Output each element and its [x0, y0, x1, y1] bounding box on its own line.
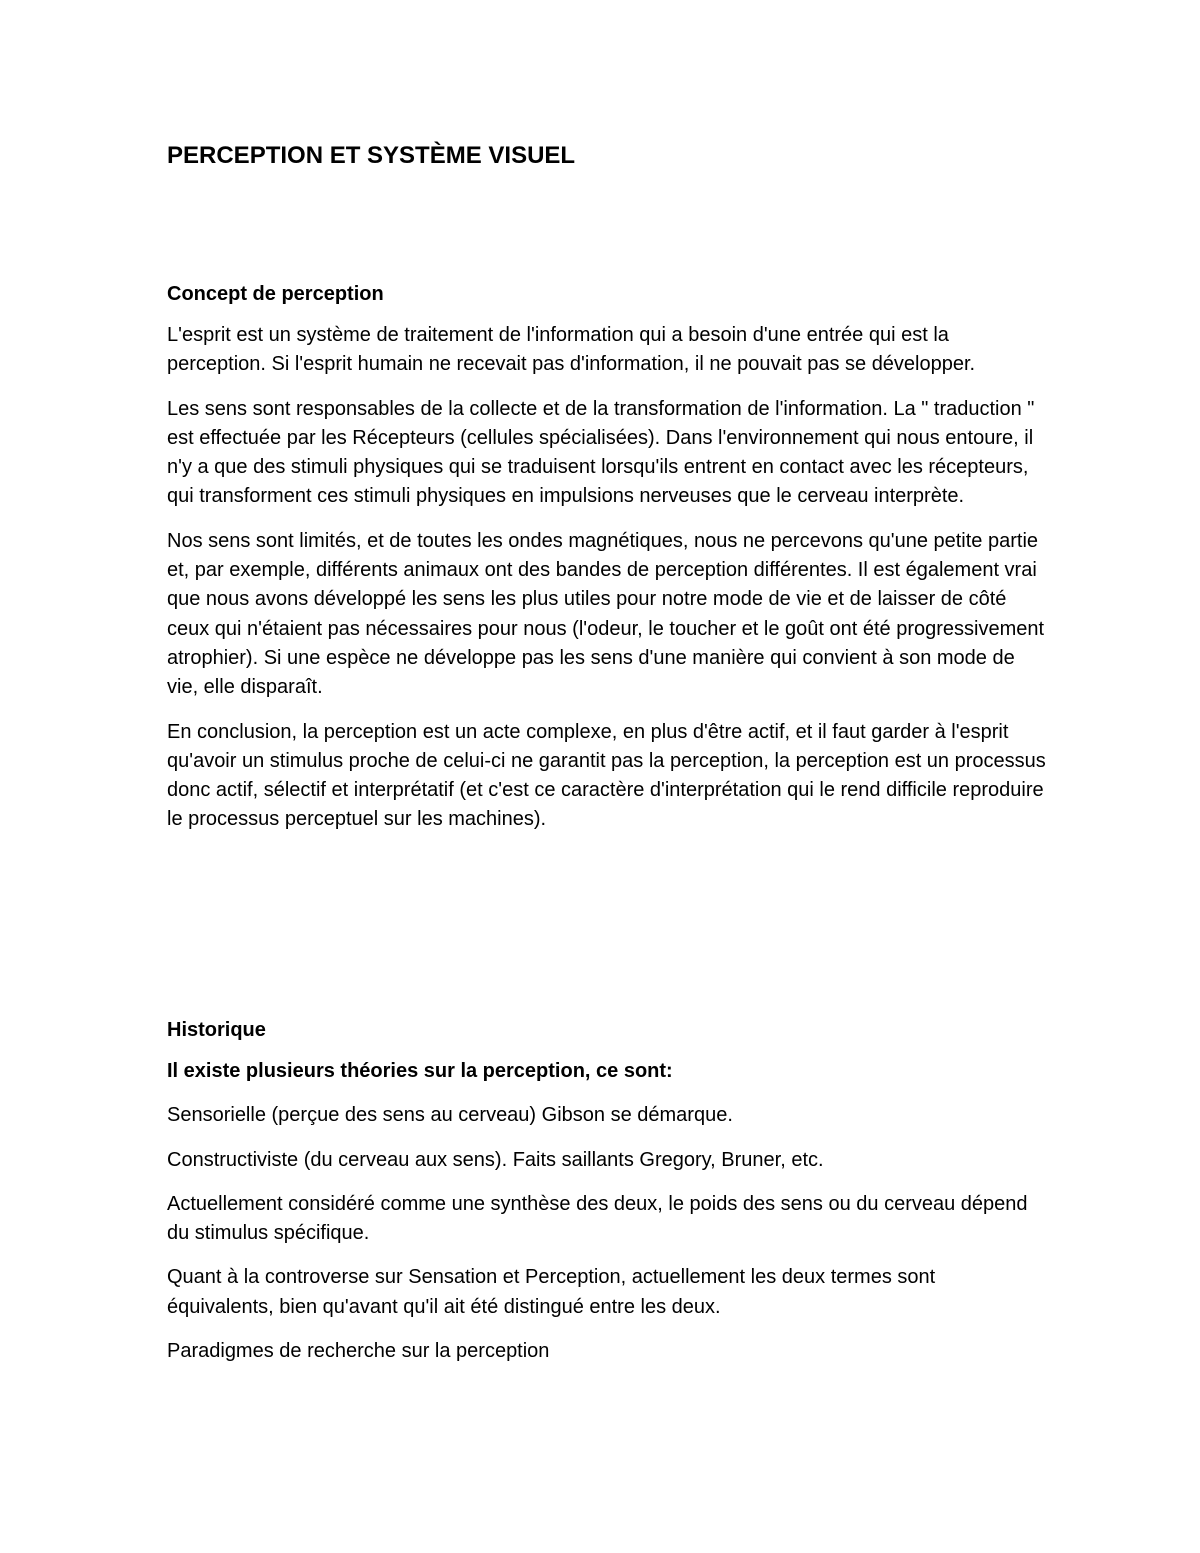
paragraph: Nos sens sont limités, et de toutes les ondes magnétiques, nous ne percevons qu'une petite partie et, par exemple, différents animaux ont des bandes de perception différentes. Il est également vrai que nous avons développé les sens les plus utiles pour notre mode de vie et de laisser de côté ceux qui n'étaient pas nécessaires pour nous (l'odeur, le toucher et le goût ont été progressivement atrophier). Si une espèce ne développe pas les sens d'une manière qui convient à son mode de vie, elle disparaît.	[167, 529, 1045, 699]
paragraph: Quant à la controverse sur Sensation et Perception, actuellement les deux termes sont équivalents, bien qu'avant qu'il ait été distingué entre les deux.	[167, 1266, 936, 1318]
section-concept-de-perception	[167, 279, 1047, 850]
section-heading: Concept de perception	[167, 283, 384, 305]
paragraph: L'esprit est un système de traitement de l'information qui a besoin d'une entrée qui est la perception. Si l'esprit humain ne recevait pas d'information, il ne pouvait pas se développer.	[167, 324, 976, 376]
section-heading: Historique	[167, 1019, 266, 1041]
section-subheading: Il existe plusieurs théories sur la perception, ce sont:	[167, 1060, 673, 1082]
section-historique	[167, 1015, 1047, 1381]
paragraph: Paradigmes de recherche sur la perception	[167, 1340, 550, 1363]
paragraph: Actuellement considéré comme une synthèse des deux, le poids des sens ou du cerveau dépend du stimulus spécifique.	[167, 1192, 1028, 1245]
paragraph: Sensorielle (perçue des sens au cerveau) Gibson se démarque.	[167, 1104, 733, 1127]
paragraph: Constructiviste (du cerveau aux sens). Faits saillants Gregory, Bruner, etc.	[167, 1148, 824, 1171]
paragraph: Les sens sont responsables de la collecte et de la transformation de l'information. La " traduction " est effectuée par les Récepteurs (cellules spécialisées). Dans l'environnement qui nous entoure, il n'y a que des stimuli physiques qui se traduisent lorsqu'ils entrent en contact avec les récepteurs, qui transforment ces stimuli physiques en impulsions nerveuses que le cerveau interprète.	[167, 397, 1035, 508]
document-title: PERCEPTION ET SYSTÈME VISUEL	[167, 142, 576, 169]
paragraph: En conclusion, la perception est un acte complexe, en plus d'être actif, et il faut garder à l'esprit qu'avoir un stimulus proche de celui-ci ne garantit pas la perception, la perception est un processus donc actif, sélectif et interprétatif (et c'est ce caractère d'interprétation qui le rend difficile reproduire le processus perceptuel sur les machines).	[167, 720, 1046, 831]
